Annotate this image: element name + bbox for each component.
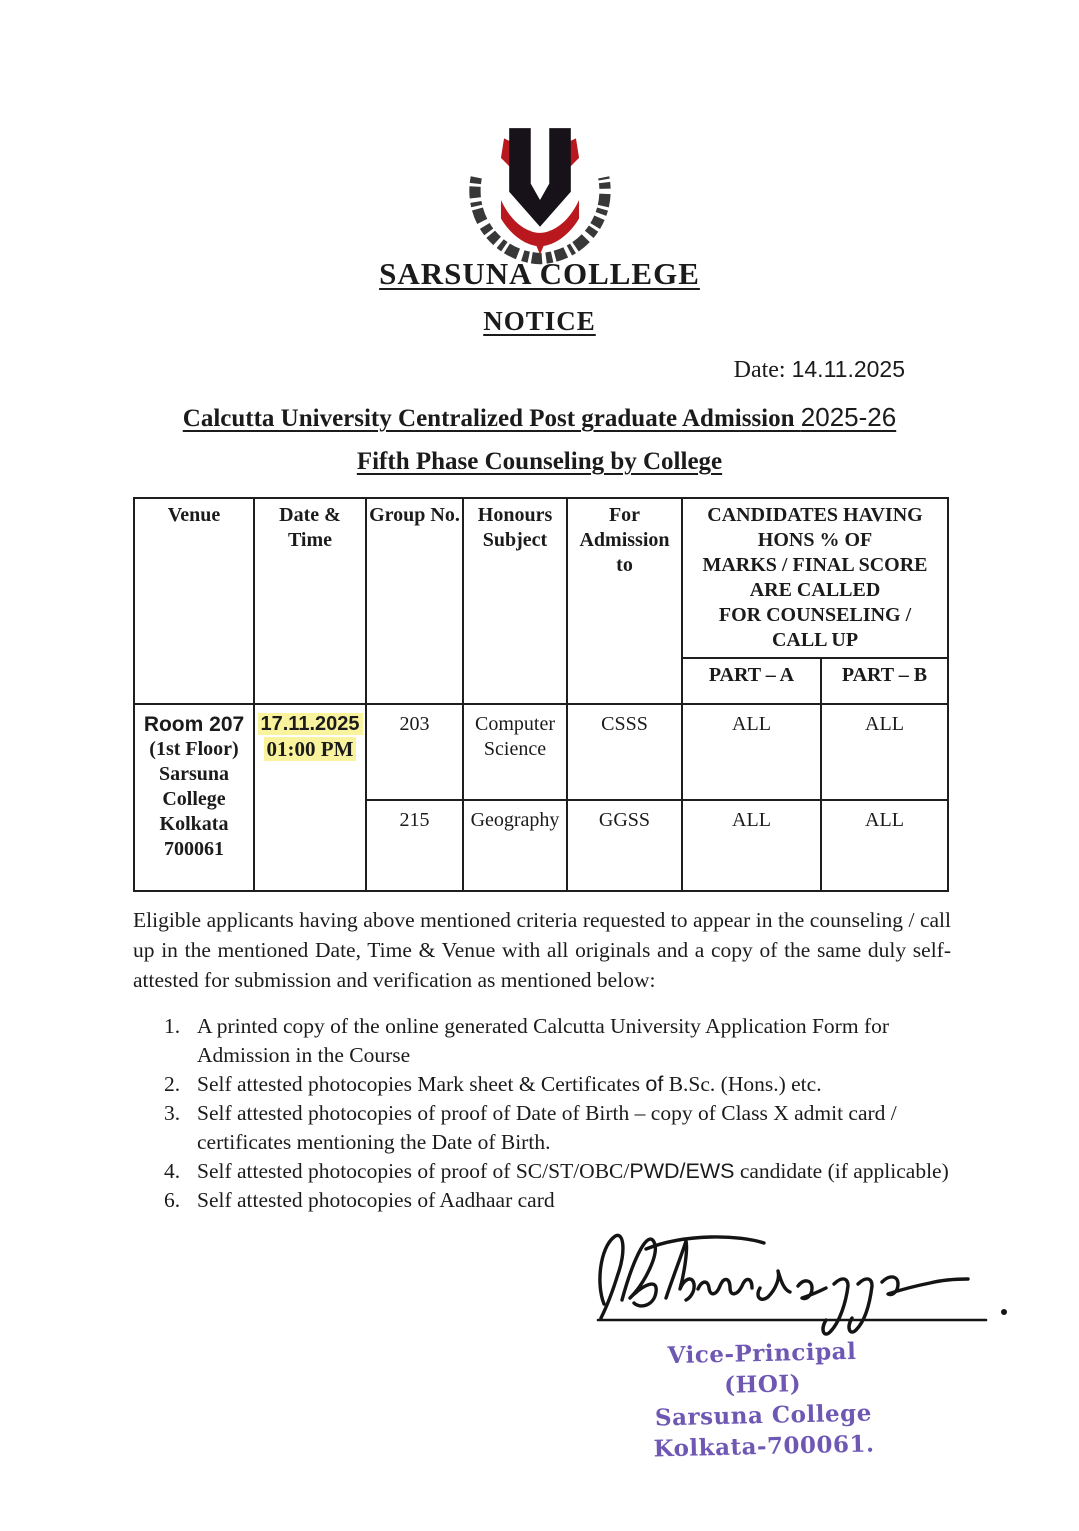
header-part-b: PART – B (821, 658, 948, 704)
signature-block (588, 1226, 1024, 1342)
group-no-cell: 215 (366, 800, 463, 891)
candidates-line: HONS % OF (757, 529, 873, 551)
venue-line: Sarsuna (158, 763, 230, 785)
part-b-cell: ALL (821, 800, 948, 891)
logo-black-right-page (540, 128, 571, 227)
header-honours-subject: Honours Subject (463, 498, 567, 704)
for-admission-cell: GGSS (567, 800, 682, 891)
counseling-time: 01:00 PM (264, 737, 357, 761)
main-heading-year: 2025-26 (800, 402, 897, 432)
group-no-cell: 203 (366, 704, 463, 800)
sub-heading (0, 448, 1079, 476)
list-item (164, 1157, 954, 1186)
venue-line: Kolkata (159, 813, 229, 835)
list-item-text: Self attested photocopies of Aadhaar card (197, 1188, 555, 1212)
college-logo (455, 124, 625, 274)
list-item-text: A printed copy of the online generated Calcutta University Application Form for Admission in the Course (197, 1014, 890, 1067)
notice-heading-text: NOTICE (483, 306, 596, 336)
list-item (164, 1070, 954, 1099)
venue-line: College (162, 788, 226, 810)
notice-heading (0, 306, 1079, 337)
date-line (734, 356, 905, 384)
list-item-text: Self attested photocopies Mark sheet & Certificates of B.Sc. (Hons.) etc. (197, 1072, 822, 1096)
list-item-number: 4. (164, 1159, 181, 1183)
counseling-table-container (133, 497, 949, 892)
venue-cell (134, 704, 254, 891)
document-list (164, 1012, 954, 1215)
part-a-cell: ALL (682, 704, 821, 800)
part-a-cell: ALL (682, 800, 821, 891)
office-stamp (637, 1335, 890, 1465)
body-paragraph: Eligible applicants having above mentioned criteria requested to appear in the counseling / call up in the mentioned Date, Time & Venue with all originals and a copy of the same duly self-attested for submission and verification as mentioned below: (133, 908, 951, 992)
counseling-table (133, 497, 949, 892)
subject-cell: Geography (463, 800, 567, 891)
stamp-line-city: Kolkata-700061. (653, 1430, 875, 1463)
list-item-number: 3. (164, 1101, 181, 1125)
header-venue: Venue (134, 498, 254, 704)
venue-line: (1st Floor) (149, 738, 239, 760)
candidates-line: CANDIDATES HAVING (707, 504, 923, 526)
page-title (0, 256, 1079, 292)
venue-line: Room 207 (143, 713, 245, 736)
handwritten-signature (588, 1226, 1024, 1342)
date-time-cell (254, 704, 366, 891)
header-for-admission: For Admission to (567, 498, 682, 704)
candidates-line: MARKS / FINAL SCORE (702, 554, 928, 576)
date-label: Date: (733, 357, 792, 383)
header-date-time: Date & Time (254, 498, 366, 704)
venue-line: 700061 (164, 838, 224, 860)
main-heading (0, 402, 1079, 433)
list-item-text: Self attested photocopies of proof of SC/ST/OBC/PWD/EWS candidate (if applicable) (197, 1159, 949, 1183)
candidates-line: FOR COUNSELING / (718, 604, 912, 626)
table-header-row (134, 498, 948, 658)
list-item-number: 2. (164, 1072, 181, 1096)
list-item-number: 6. (164, 1188, 181, 1212)
part-b-cell: ALL (821, 704, 948, 800)
list-item-text: Self attested photocopies of proof of Date of Birth – copy of Class X admit card / certificates mentioning the Date of Birth. (197, 1101, 897, 1154)
date-value: 14.11.2025 (791, 356, 905, 382)
list-item (164, 1099, 954, 1157)
stamp-line-designation: Vice-Principal (HOI) (667, 1337, 857, 1399)
main-heading-text: Calcutta University Centralized Post graduate Admission (182, 405, 801, 432)
list-item (164, 1186, 954, 1215)
sub-heading-text: Fifth Phase Counseling by College (356, 448, 723, 475)
subject-cell: Computer Science (463, 704, 567, 800)
list-item (164, 1012, 954, 1070)
header-group-no: Group No. (366, 498, 463, 704)
header-part-a: PART – A (682, 658, 821, 704)
open-book-logo-icon (455, 124, 625, 274)
candidates-line: CALL UP (771, 629, 859, 651)
college-name-text: SARSUNA COLLEGE (379, 256, 700, 291)
table-row (134, 704, 948, 800)
stamp-line-college: Sarsuna College (654, 1399, 873, 1432)
counseling-date: 17.11.2025 (258, 713, 363, 735)
for-admission-cell: CSSS (567, 704, 682, 800)
list-item-number: 1. (164, 1014, 181, 1038)
candidates-line: ARE CALLED (749, 579, 881, 601)
header-candidates (682, 498, 948, 658)
logo-black-left-page (509, 128, 540, 227)
